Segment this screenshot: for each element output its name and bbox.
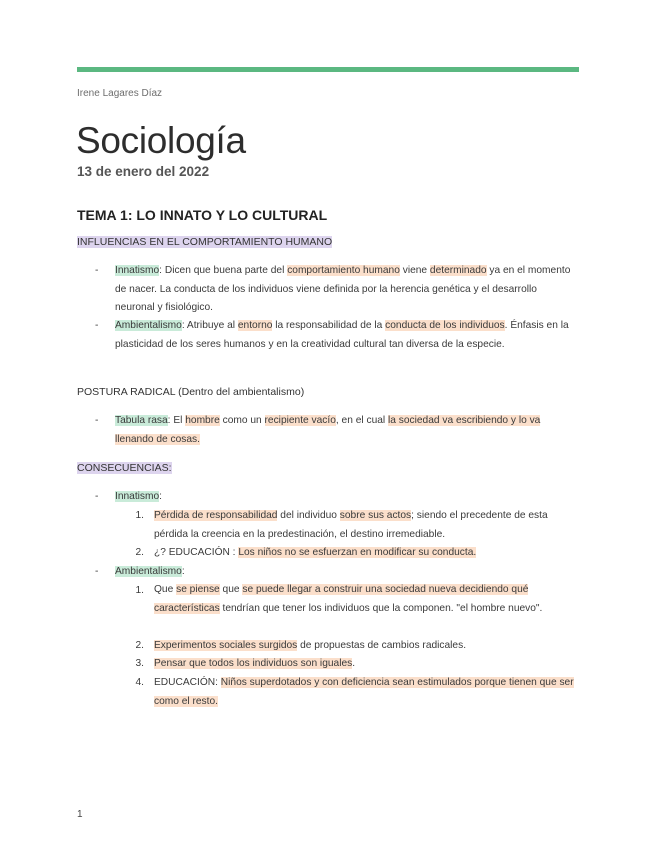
bullet-dash: - (95, 320, 99, 331)
list-item-tabula-rasa: Tabula rasa: El hombre como un recipiente vacío, en el cual la sociedad va escribiendo y lo va llenando de cosas. (115, 415, 541, 445)
list-item-ambientalismo-consecuencias: Ambientalismo: (115, 566, 185, 577)
author-name: Irene Lagares Díaz (77, 88, 163, 99)
term-innatismo: Innatismo (115, 265, 160, 276)
list-number: 1. (135, 510, 144, 521)
list-number: 4. (135, 677, 144, 688)
bullet-dash: - (95, 491, 99, 502)
document-title: Sociología (76, 120, 246, 161)
section-heading-consecuencias: CONSECUENCIAS: (77, 462, 172, 474)
numbered-item-ambientalismo-2: Experimentos sociales surgidos de propuestas de cambios radicales. (154, 640, 467, 651)
section-heading-postura-radical: POSTURA RADICAL (Dentro del ambientalismo) (77, 386, 305, 398)
bullet-dash: - (95, 265, 99, 276)
list-item-innatismo: Innatismo: Dicen que buena parte del comportamiento humano viene determinado ya en el momento de nacer. La conducta de los individuos viene definida por la herencia genética y el desarrollo neuronal y fisiológico. (115, 265, 571, 313)
term-ambientalismo: Ambientalismo (115, 320, 182, 331)
list-number: 2. (135, 547, 144, 558)
list-number: 2. (135, 640, 144, 651)
section-heading-influencias: INFLUENCIAS EN EL COMPORTAMIENTO HUMANO (77, 236, 333, 248)
list-number: 1. (135, 585, 144, 596)
bullet-dash: - (95, 566, 99, 577)
document-date: 13 de enero del 2022 (77, 164, 210, 179)
topic-heading: TEMA 1: LO INNATO Y LO CULTURAL (77, 207, 328, 223)
numbered-item-innatismo-2: ¿? EDUCACIÓN : Los niños no se esfuerzan en modificar su conducta. (154, 547, 477, 558)
list-number: 3. (135, 658, 144, 669)
bullet-dash: - (95, 415, 99, 426)
list-item-ambientalismo: Ambientalismo: Atribuye al entorno la responsabilidad de la conducta de los individuos. Énfasis en la plasticidad de los seres humanos y en la creatividad cultural tan diversa de la especie. (115, 320, 569, 350)
numbered-item-ambientalismo-4: EDUCACIÓN: Niños superdotados y con deficiencia sean estimulados porque tienen que ser como el resto. (154, 677, 574, 707)
numbered-item-innatismo-1: Pérdida de responsabilidad del individuo sobre sus actos; siendo el precedente de esta pérdida la creencia en la predestinación, el destino irremediable. (154, 510, 548, 540)
numbered-item-ambientalismo-3: Pensar que todos los individuos son iguales. (154, 658, 356, 669)
numbered-item-ambientalismo-1: Que se piense que se puede llegar a construir una sociedad nueva decidiendo qué características tendrían que tener los individuos que la componen. "el hombre nuevo". (154, 584, 543, 614)
term-tabula-rasa: Tabula rasa (115, 415, 168, 426)
list-item-innatismo-consecuencias: Innatismo: (115, 491, 163, 502)
header-accent-bar (77, 67, 579, 72)
page-number: 1 (77, 809, 83, 820)
